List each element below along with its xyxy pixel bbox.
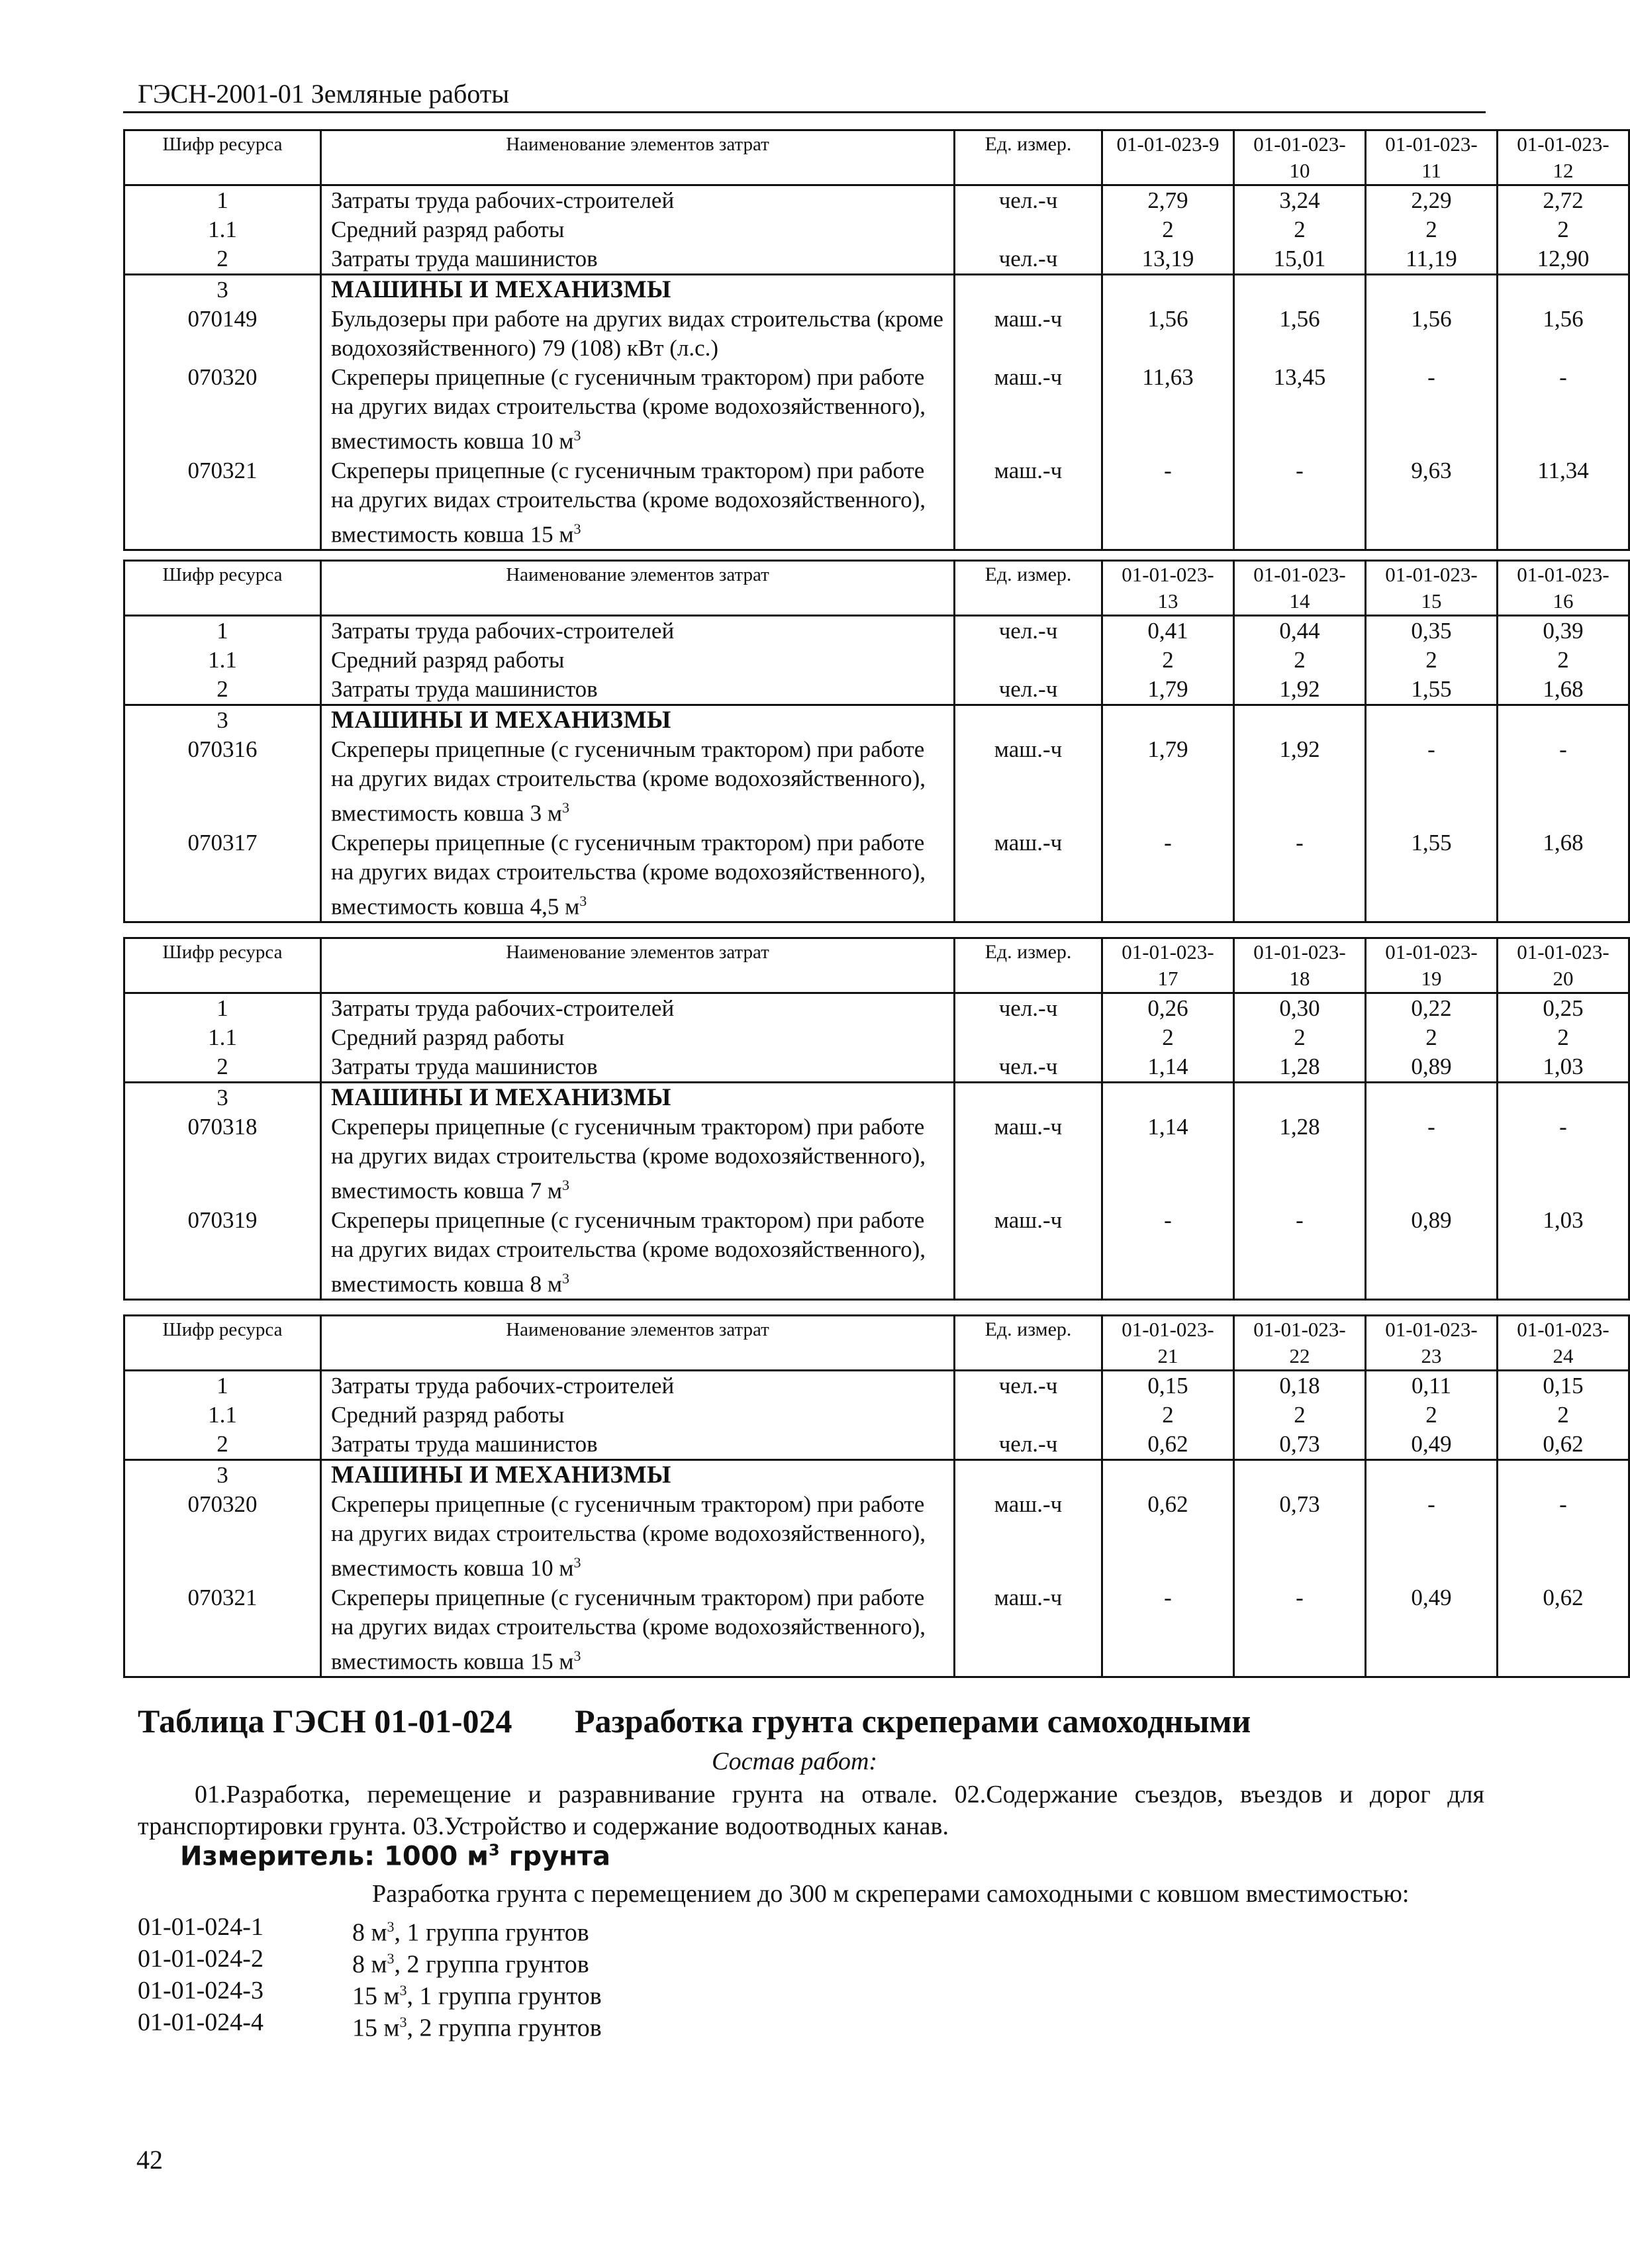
unit: маш.-ч: [955, 735, 1102, 828]
value-cell: 0,44: [1234, 616, 1366, 646]
resource-name: [321, 275, 955, 305]
value-cell: 2: [1102, 1401, 1234, 1430]
value-cell: 1,56: [1498, 305, 1629, 363]
value-cell: 0,89: [1366, 1206, 1498, 1300]
value-cell: 2: [1102, 1023, 1234, 1052]
value-cell: 1,55: [1366, 675, 1498, 705]
value-cell: 0,62: [1498, 1430, 1629, 1460]
value-cell: -: [1102, 1206, 1234, 1300]
value-cell: 2: [1498, 646, 1629, 675]
resource-code: 070316: [124, 735, 321, 828]
value-cell: [1498, 275, 1629, 305]
column-header-norm-code: 01-01-023-24: [1498, 1316, 1629, 1371]
column-header-norm-code: 01-01-023-21: [1102, 1316, 1234, 1371]
value-cell: -: [1234, 1583, 1366, 1677]
value-cell: 15,01: [1234, 244, 1366, 275]
value-cell: 0,73: [1234, 1490, 1366, 1583]
measure-label: Измеритель: 1000 м: [180, 1841, 489, 1872]
column-header-norm-code: 01-01-023-23: [1366, 1316, 1498, 1371]
value-cell: 11,34: [1498, 456, 1629, 550]
works-text: 01.Разработка, перемещение и разравнивание грунта на отвале. 02.Содержание съездов, въездов и дорог для транспортировки грунта. 03.Устройство и содержание водоотводных канав.: [138, 1781, 1484, 1840]
unit: [955, 215, 1102, 244]
column-header-code: Шифр ресурса: [124, 1316, 321, 1371]
value-cell: 0,73: [1234, 1430, 1366, 1460]
resource-code: 1: [124, 993, 321, 1024]
column-header-code: Шифр ресурса: [124, 130, 321, 185]
unit: чел.-ч: [955, 993, 1102, 1024]
value-cell: [1366, 275, 1498, 305]
resource-name: [321, 675, 955, 705]
resource-name: [321, 646, 955, 675]
value-cell: 1,92: [1234, 675, 1366, 705]
resource-name: [321, 1052, 955, 1083]
measure-unit: грунта: [499, 1841, 611, 1872]
resource-code: 070149: [124, 305, 321, 363]
items-intro: Разработка грунта с перемещением до 300 м скреперами самоходными с ковшом вместимостью:: [372, 1880, 1410, 1908]
resource-table: [123, 560, 1630, 923]
table-row: [124, 1583, 1629, 1677]
resource-name: [321, 1023, 955, 1052]
value-cell: 0,18: [1234, 1371, 1366, 1401]
resource-name: [321, 1112, 955, 1206]
unit-superscript: 3: [562, 799, 569, 816]
resource-name: [321, 1430, 955, 1460]
value-cell: -: [1498, 735, 1629, 828]
value-cell: 2,29: [1366, 185, 1498, 216]
value-cell: 1,55: [1366, 828, 1498, 922]
unit: [955, 646, 1102, 675]
value-cell: 1,14: [1102, 1112, 1234, 1206]
table-row: [124, 1401, 1629, 1430]
unit-superscript: 3: [573, 1647, 581, 1664]
value-cell: 1,68: [1498, 828, 1629, 922]
value-cell: -: [1366, 1112, 1498, 1206]
resource-name: [321, 1490, 955, 1583]
value-cell: 1,56: [1234, 305, 1366, 363]
value-cell: [1102, 1083, 1234, 1113]
resource-code: 3: [124, 1083, 321, 1113]
resource-name: [321, 1460, 955, 1491]
column-header-norm-code: 01-01-023-20: [1498, 938, 1629, 993]
resource-name-text: Средний разряд работы: [331, 1024, 565, 1050]
resource-name-text: Средний разряд работы: [331, 217, 565, 242]
resource-code: 070319: [124, 1206, 321, 1300]
unit-superscript: 3: [573, 520, 581, 537]
resource-name: [321, 735, 955, 828]
value-cell: 0,41: [1102, 616, 1234, 646]
item-desc-group: , 2 группа грунтов: [407, 2014, 602, 2042]
measure-sup: 3: [488, 1841, 500, 1859]
unit-superscript: 3: [573, 427, 581, 444]
resource-name-text: Затраты труда машинистов: [331, 676, 598, 702]
unit: чел.-ч: [955, 244, 1102, 275]
column-header-unit: Ед. измер.: [955, 561, 1102, 616]
unit-superscript: 3: [573, 1554, 581, 1571]
table-row: [124, 185, 1629, 216]
table-row: [124, 735, 1629, 828]
value-cell: -: [1498, 1490, 1629, 1583]
item-code: 01-01-024-2: [138, 1945, 264, 1973]
unit: [955, 1023, 1102, 1052]
unit: маш.-ч: [955, 1583, 1102, 1677]
resource-name-text: Скреперы прицепные (с гусеничным трактором) при работе на других видах строительства (кроме водохозяйственного), вместимость ковша 7 м: [331, 1114, 926, 1204]
resource-name-text: Скреперы прицепные (с гусеничным трактором) при работе на других видах строительства (кроме водохозяйственного), вместимость ковша 4,5 м: [331, 829, 926, 920]
measure-line: [180, 1841, 610, 1871]
value-cell: 0,15: [1102, 1371, 1234, 1401]
column-header-norm-code: 01-01-023-14: [1234, 561, 1366, 616]
resource-name-text: МАШИНЫ И МЕХАНИЗМЫ: [331, 1084, 671, 1111]
resource-name-text: Затраты труда рабочих-строителей: [331, 995, 675, 1021]
value-cell: [1498, 705, 1629, 736]
unit: маш.-ч: [955, 1490, 1102, 1583]
value-cell: 0,26: [1102, 993, 1234, 1024]
value-cell: 1,79: [1102, 735, 1234, 828]
column-header-name: Наименование элементов затрат: [321, 561, 955, 616]
value-cell: 0,89: [1366, 1052, 1498, 1083]
unit-superscript: 3: [399, 2014, 407, 2030]
value-cell: [1102, 275, 1234, 305]
table-row: [124, 1083, 1629, 1113]
column-header-norm-code: 01-01-023-12: [1498, 130, 1629, 185]
column-header-norm-code: 01-01-023-17: [1102, 938, 1234, 993]
table-name: Разработка грунта скреперами самоходными: [575, 1702, 1251, 1740]
column-header-name: Наименование элементов затрат: [321, 130, 955, 185]
table-row: [124, 1206, 1629, 1300]
resource-code: 1: [124, 1371, 321, 1401]
resource-name-text: Бульдозеры при работе на других видах строительства (кроме водохозяйственного) 79 (108) кВт (л.с.): [331, 306, 943, 361]
value-cell: -: [1102, 456, 1234, 550]
table-row: [124, 305, 1629, 363]
value-cell: 0,39: [1498, 616, 1629, 646]
table-row: [124, 1052, 1629, 1083]
value-cell: 2: [1102, 646, 1234, 675]
value-cell: 11,63: [1102, 363, 1234, 456]
resource-name-text: Скреперы прицепные (с гусеничным трактором) при работе на других видах строительства (кроме водохозяйственного), вместимость ковша 8 м: [331, 1207, 926, 1297]
value-cell: 2: [1498, 215, 1629, 244]
value-cell: 2: [1102, 215, 1234, 244]
resource-code: 070321: [124, 456, 321, 550]
unit-superscript: 3: [387, 1950, 395, 1967]
value-cell: 1,56: [1102, 305, 1234, 363]
value-cell: 1,92: [1234, 735, 1366, 828]
resource-name-text: МАШИНЫ И МЕХАНИЗМЫ: [331, 707, 671, 734]
resource-code: 2: [124, 1430, 321, 1460]
resource-code: 3: [124, 705, 321, 736]
resource-name-text: Скреперы прицепные (с гусеничным трактором) при работе на других видах строительства (кроме водохозяйственного), вместимость ковша 15 м: [331, 1584, 926, 1675]
value-cell: 0,62: [1498, 1583, 1629, 1677]
unit: [955, 705, 1102, 736]
resource-name: [321, 363, 955, 456]
resource-code: 070318: [124, 1112, 321, 1206]
column-header-code: Шифр ресурса: [124, 561, 321, 616]
value-cell: 2: [1366, 215, 1498, 244]
column-header-norm-code: 01-01-023-19: [1366, 938, 1498, 993]
unit: [955, 1401, 1102, 1430]
resource-name: [321, 1401, 955, 1430]
table-row: [124, 456, 1629, 550]
value-cell: 2: [1366, 1401, 1498, 1430]
value-cell: 1,03: [1498, 1052, 1629, 1083]
column-header-norm-code: 01-01-023-10: [1234, 130, 1366, 185]
value-cell: -: [1234, 828, 1366, 922]
table-row: [124, 215, 1629, 244]
resource-code: 2: [124, 1052, 321, 1083]
table-header-row: [124, 938, 1629, 993]
running-header: ГЭСН-2001-01 Земляные работы: [138, 79, 510, 109]
unit-superscript: 3: [387, 1918, 395, 1935]
resource-name: [321, 1583, 955, 1677]
column-header-unit: Ед. измер.: [955, 1316, 1102, 1371]
value-cell: -: [1498, 363, 1629, 456]
resource-code: 1: [124, 616, 321, 646]
resource-name-text: Затраты труда рабочих-строителей: [331, 1373, 675, 1399]
value-cell: 0,35: [1366, 616, 1498, 646]
resource-table: [123, 937, 1630, 1301]
item-desc-group: , 1 группа грунтов: [394, 1918, 589, 1947]
column-header-norm-code: 01-01-023-9: [1102, 130, 1234, 185]
value-cell: 1,28: [1234, 1112, 1366, 1206]
value-cell: [1498, 1083, 1629, 1113]
value-cell: 12,90: [1498, 244, 1629, 275]
unit: чел.-ч: [955, 1371, 1102, 1401]
value-cell: [1234, 1460, 1366, 1491]
value-cell: -: [1366, 735, 1498, 828]
works-heading: Состав работ:: [712, 1748, 878, 1775]
unit: [955, 1083, 1102, 1113]
value-cell: [1102, 705, 1234, 736]
value-cell: -: [1234, 456, 1366, 550]
unit-superscript: 3: [562, 1269, 569, 1287]
item-code: 01-01-024-3: [138, 1977, 264, 2004]
column-header-unit: Ед. измер.: [955, 938, 1102, 993]
item-desc-group: , 2 группа грунтов: [394, 1950, 589, 1979]
resource-code: 1.1: [124, 646, 321, 675]
column-header-norm-code: 01-01-023-22: [1234, 1316, 1366, 1371]
unit-superscript: 3: [399, 1982, 407, 1998]
value-cell: -: [1102, 828, 1234, 922]
resource-code: 1.1: [124, 1401, 321, 1430]
value-cell: 13,45: [1234, 363, 1366, 456]
value-cell: 2: [1234, 215, 1366, 244]
value-cell: 2: [1498, 1401, 1629, 1430]
unit: чел.-ч: [955, 675, 1102, 705]
table-row: [124, 363, 1629, 456]
table-row: [124, 646, 1629, 675]
resource-code: 2: [124, 244, 321, 275]
table-row: [124, 616, 1629, 646]
resource-name: [321, 993, 955, 1024]
column-header-norm-code: 01-01-023-16: [1498, 561, 1629, 616]
table-row: [124, 1490, 1629, 1583]
resource-name: [321, 185, 955, 216]
value-cell: [1102, 1460, 1234, 1491]
value-cell: 11,19: [1366, 244, 1498, 275]
unit: маш.-ч: [955, 305, 1102, 363]
column-header-norm-code: 01-01-023-13: [1102, 561, 1234, 616]
resource-name-text: Затраты труда рабочих-строителей: [331, 187, 675, 213]
resource-name-text: Средний разряд работы: [331, 1402, 565, 1428]
resource-code: 070320: [124, 1490, 321, 1583]
table-row: [124, 675, 1629, 705]
resource-name-text: Скреперы прицепные (с гусеничным трактором) при работе на других видах строительства (кроме водохозяйственного), вместимость ковша 10 м: [331, 1491, 926, 1581]
value-cell: 2: [1366, 646, 1498, 675]
value-cell: 0,22: [1366, 993, 1498, 1024]
page-number: 42: [136, 2145, 163, 2175]
column-header-unit: Ед. измер.: [955, 130, 1102, 185]
value-cell: 0,15: [1498, 1371, 1629, 1401]
resource-name-text: Затраты труда машинистов: [331, 1431, 598, 1457]
table-row: [124, 828, 1629, 922]
item-desc-volume: 15 м: [352, 1982, 400, 2010]
table-row: [124, 275, 1629, 305]
resource-name: [321, 1371, 955, 1401]
value-cell: [1366, 1460, 1498, 1491]
resource-name-text: МАШИНЫ И МЕХАНИЗМЫ: [331, 1461, 671, 1489]
value-cell: -: [1234, 1206, 1366, 1300]
header-rule: [123, 111, 1486, 113]
value-cell: 1,03: [1498, 1206, 1629, 1300]
value-cell: 2: [1366, 1023, 1498, 1052]
unit: чел.-ч: [955, 1052, 1102, 1083]
value-cell: 2: [1234, 646, 1366, 675]
value-cell: 2: [1234, 1023, 1366, 1052]
table-header-row: [124, 130, 1629, 185]
unit-superscript: 3: [562, 1177, 569, 1193]
resource-name-text: МАШИНЫ И МЕХАНИЗМЫ: [331, 276, 671, 303]
unit: чел.-ч: [955, 1430, 1102, 1460]
value-cell: 1,68: [1498, 675, 1629, 705]
unit: чел.-ч: [955, 185, 1102, 216]
resource-name: [321, 1206, 955, 1300]
unit: маш.-ч: [955, 828, 1102, 922]
section-title: [138, 1702, 1251, 1740]
resource-table: [123, 1314, 1630, 1678]
value-cell: -: [1366, 1490, 1498, 1583]
item-desc-group: , 1 группа грунтов: [407, 1982, 602, 2010]
value-cell: [1366, 705, 1498, 736]
unit: [955, 1460, 1102, 1491]
table-row: [124, 244, 1629, 275]
resource-code: 3: [124, 1460, 321, 1491]
value-cell: 2,72: [1498, 185, 1629, 216]
resource-code: 1.1: [124, 1023, 321, 1052]
value-cell: [1366, 1083, 1498, 1113]
table-row: [124, 1460, 1629, 1491]
value-cell: 2,79: [1102, 185, 1234, 216]
item-code: 01-01-024-4: [138, 2008, 264, 2036]
unit: маш.-ч: [955, 1112, 1102, 1206]
unit: маш.-ч: [955, 1206, 1102, 1300]
resource-table: [123, 129, 1630, 551]
resource-code: 2: [124, 675, 321, 705]
value-cell: 0,25: [1498, 993, 1629, 1024]
value-cell: 2: [1498, 1023, 1629, 1052]
resource-name: [321, 705, 955, 736]
unit: маш.-ч: [955, 363, 1102, 456]
item-desc-volume: 8 м: [352, 1950, 387, 1979]
value-cell: [1234, 275, 1366, 305]
resource-name-text: Затраты труда машинистов: [331, 1054, 598, 1079]
resource-code: 070317: [124, 828, 321, 922]
resource-code: 3: [124, 275, 321, 305]
table-row: [124, 1023, 1629, 1052]
value-cell: 0,11: [1366, 1371, 1498, 1401]
column-header-norm-code: 01-01-023-11: [1366, 130, 1498, 185]
resource-name: [321, 215, 955, 244]
unit: [955, 275, 1102, 305]
item-desc-volume: 15 м: [352, 2014, 400, 2042]
value-cell: -: [1102, 1583, 1234, 1677]
value-cell: -: [1366, 363, 1498, 456]
value-cell: 3,24: [1234, 185, 1366, 216]
table-row: [124, 1371, 1629, 1401]
value-cell: 1,14: [1102, 1052, 1234, 1083]
table-row: [124, 993, 1629, 1024]
unit: маш.-ч: [955, 456, 1102, 550]
value-cell: 1,28: [1234, 1052, 1366, 1083]
table-row: [124, 705, 1629, 736]
value-cell: 9,63: [1366, 456, 1498, 550]
column-header-code: Шифр ресурса: [124, 938, 321, 993]
resource-code: 1: [124, 185, 321, 216]
item-code: 01-01-024-1: [138, 1913, 264, 1941]
value-cell: 0,62: [1102, 1430, 1234, 1460]
resource-name-text: Средний разряд работы: [331, 647, 565, 673]
resource-name-text: Скреперы прицепные (с гусеничным трактором) при работе на других видах строительства (кроме водохозяйственного), вместимость ковша 3 м: [331, 736, 926, 826]
table-row: [124, 1112, 1629, 1206]
resource-name: [321, 456, 955, 550]
unit: чел.-ч: [955, 616, 1102, 646]
resource-name-text: Затраты труда машинистов: [331, 246, 598, 271]
table-row: [124, 1430, 1629, 1460]
resource-name: [321, 616, 955, 646]
item-desc-volume: 8 м: [352, 1918, 387, 1947]
resource-name-text: Скреперы прицепные (с гусеничным трактором) при работе на других видах строительства (кроме водохозяйственного), вместимость ковша 10 м: [331, 364, 926, 454]
resource-name: [321, 244, 955, 275]
column-header-norm-code: 01-01-023-15: [1366, 561, 1498, 616]
resource-name: [321, 1083, 955, 1113]
resource-code: 070320: [124, 363, 321, 456]
resource-name: [321, 305, 955, 363]
table-code: Таблица ГЭСН 01-01-024: [138, 1702, 512, 1740]
resource-name-text: Скреперы прицепные (с гусеничным трактором) при работе на других видах строительства (кроме водохозяйственного), вместимость ковша 15 м: [331, 457, 926, 548]
value-cell: [1498, 1460, 1629, 1491]
value-cell: 1,79: [1102, 675, 1234, 705]
column-header-norm-code: 01-01-023-18: [1234, 938, 1366, 993]
item-desc: [352, 2006, 602, 2044]
value-cell: 0,49: [1366, 1430, 1498, 1460]
unit-superscript: 3: [579, 892, 587, 909]
resource-name: [321, 828, 955, 922]
value-cell: [1234, 1083, 1366, 1113]
value-cell: 13,19: [1102, 244, 1234, 275]
resource-name-text: Затраты труда рабочих-строителей: [331, 618, 675, 644]
value-cell: -: [1498, 1112, 1629, 1206]
value-cell: 0,62: [1102, 1490, 1234, 1583]
value-cell: 0,30: [1234, 993, 1366, 1024]
resource-code: 1.1: [124, 215, 321, 244]
value-cell: [1234, 705, 1366, 736]
value-cell: 0,49: [1366, 1583, 1498, 1677]
resource-code: 070321: [124, 1583, 321, 1677]
table-header-row: [124, 1316, 1629, 1371]
table-header-row: [124, 561, 1629, 616]
column-header-name: Наименование элементов затрат: [321, 1316, 955, 1371]
value-cell: 2: [1234, 1401, 1366, 1430]
column-header-name: Наименование элементов затрат: [321, 938, 955, 993]
value-cell: 1,56: [1366, 305, 1498, 363]
